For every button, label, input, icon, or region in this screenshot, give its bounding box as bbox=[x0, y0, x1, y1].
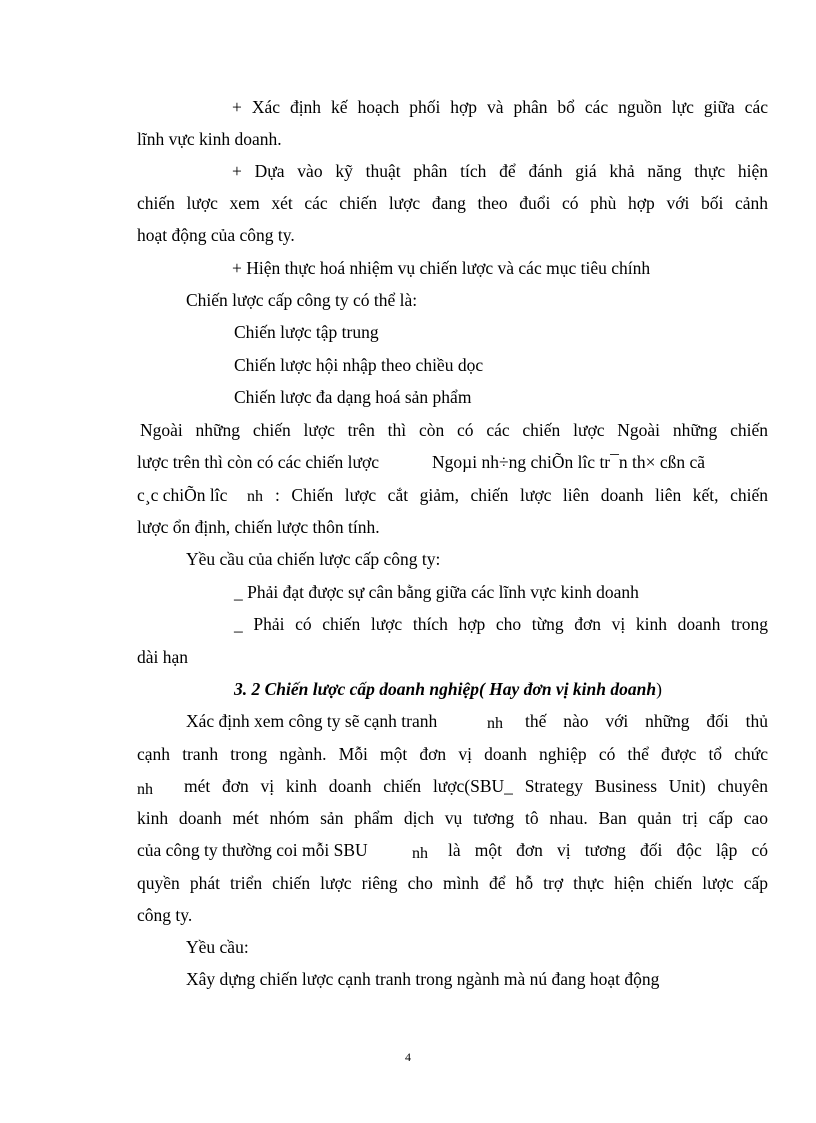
nh-fragment: nh bbox=[487, 715, 503, 732]
text-line: + Dựa vào kỹ thuật phân tích để đánh giá khả năng thực hiện bbox=[232, 161, 768, 181]
section-heading-paren: ) bbox=[656, 679, 662, 699]
list-item: Chiến lược đa dạng hoá sản phẩm bbox=[234, 387, 472, 407]
text-line: Xây dựng chiến lược cạnh tranh trong ngành mà nú đang hoạt động bbox=[186, 969, 660, 989]
list-item: _ Phải có chiến lược thích hợp cho từng đơn vị kinh doanh trong bbox=[234, 614, 768, 634]
text-line: lĩnh vực kinh doanh. bbox=[137, 129, 282, 149]
text-line: kinh doanh mét nhóm sản phẩm dịch vụ tương tô nhau. Ban quản trị cấp cao bbox=[137, 808, 768, 828]
text-line: + Xác định kế hoạch phối hợp và phân bổ các nguồn lực giữa các bbox=[232, 97, 768, 117]
nh-fragment: nh bbox=[247, 488, 263, 505]
text-line: quyền phát triển chiến lược riêng cho mình để hỗ trợ thực hiện chiến lược cấp bbox=[137, 873, 768, 893]
list-item: Chiến lược tập trung bbox=[234, 322, 379, 342]
nh-fragment: nh bbox=[137, 781, 153, 798]
text-line: Yều cầu: bbox=[186, 937, 249, 957]
garbled-text: c¸c chiÕn lîc bbox=[137, 485, 228, 505]
page-number: 4 bbox=[405, 1050, 411, 1064]
text-line: là một đơn vị tương đối độc lập có bbox=[448, 840, 768, 860]
text-line: dài hạn bbox=[137, 647, 189, 667]
text-line: mét đơn vị kinh doanh chiến lược(SBU_ Strategy Business Unit) chuyên bbox=[184, 776, 768, 796]
text-line: lược trên thì còn có các chiến lược bbox=[137, 452, 380, 472]
text-line: + Hiện thực hoá nhiệm vụ chiến lược và các mục tiêu chính bbox=[232, 258, 651, 278]
list-item: Chiến lược hội nhập theo chiều dọc bbox=[234, 355, 484, 375]
garbled-text: Ngoµi nh÷ng chiÕn lîc tr¯n th× cßn cã bbox=[432, 452, 706, 472]
section-heading bbox=[234, 677, 662, 701]
text-line: Xác định xem công ty sẽ cạnh tranh bbox=[186, 711, 438, 731]
list-item: _ Phải đạt được sự cân bằng giữa các lĩnh vực kinh doanh bbox=[234, 582, 639, 602]
nh-fragment: nh bbox=[412, 845, 428, 862]
text-line: chiến lược xem xét các chiến lược đang theo đuổi có phù hợp với bối cảnh bbox=[137, 193, 768, 213]
text-line: lược ổn định, chiến lược thôn tính. bbox=[137, 517, 380, 537]
text-line: Chiến lược cấp công ty có thể là: bbox=[186, 290, 418, 310]
text-line: hoạt động của công ty. bbox=[137, 225, 295, 245]
text-line: cạnh tranh trong ngành. Mỗi một đơn vị doanh nghiệp có thể được tổ chức bbox=[137, 744, 768, 764]
text-line: : Chiến lược cắt giảm, chiến lược liên doanh liên kết, chiến bbox=[275, 485, 768, 505]
section-heading-text: 3. 2 Chiến lược cấp doanh nghiệp( Hay đơn vị kinh doanh bbox=[234, 679, 657, 699]
text-line: thế nào với những đối thủ bbox=[525, 711, 768, 731]
text-line: Ngoài những chiến lược trên thì còn có các chiến lược Ngoài những chiến bbox=[140, 420, 768, 440]
text-line: của công ty thường coi mỗi SBU bbox=[137, 840, 368, 860]
text-line: Yều cầu của chiến lược cấp công ty: bbox=[186, 549, 441, 569]
text-line: công ty. bbox=[137, 905, 193, 925]
